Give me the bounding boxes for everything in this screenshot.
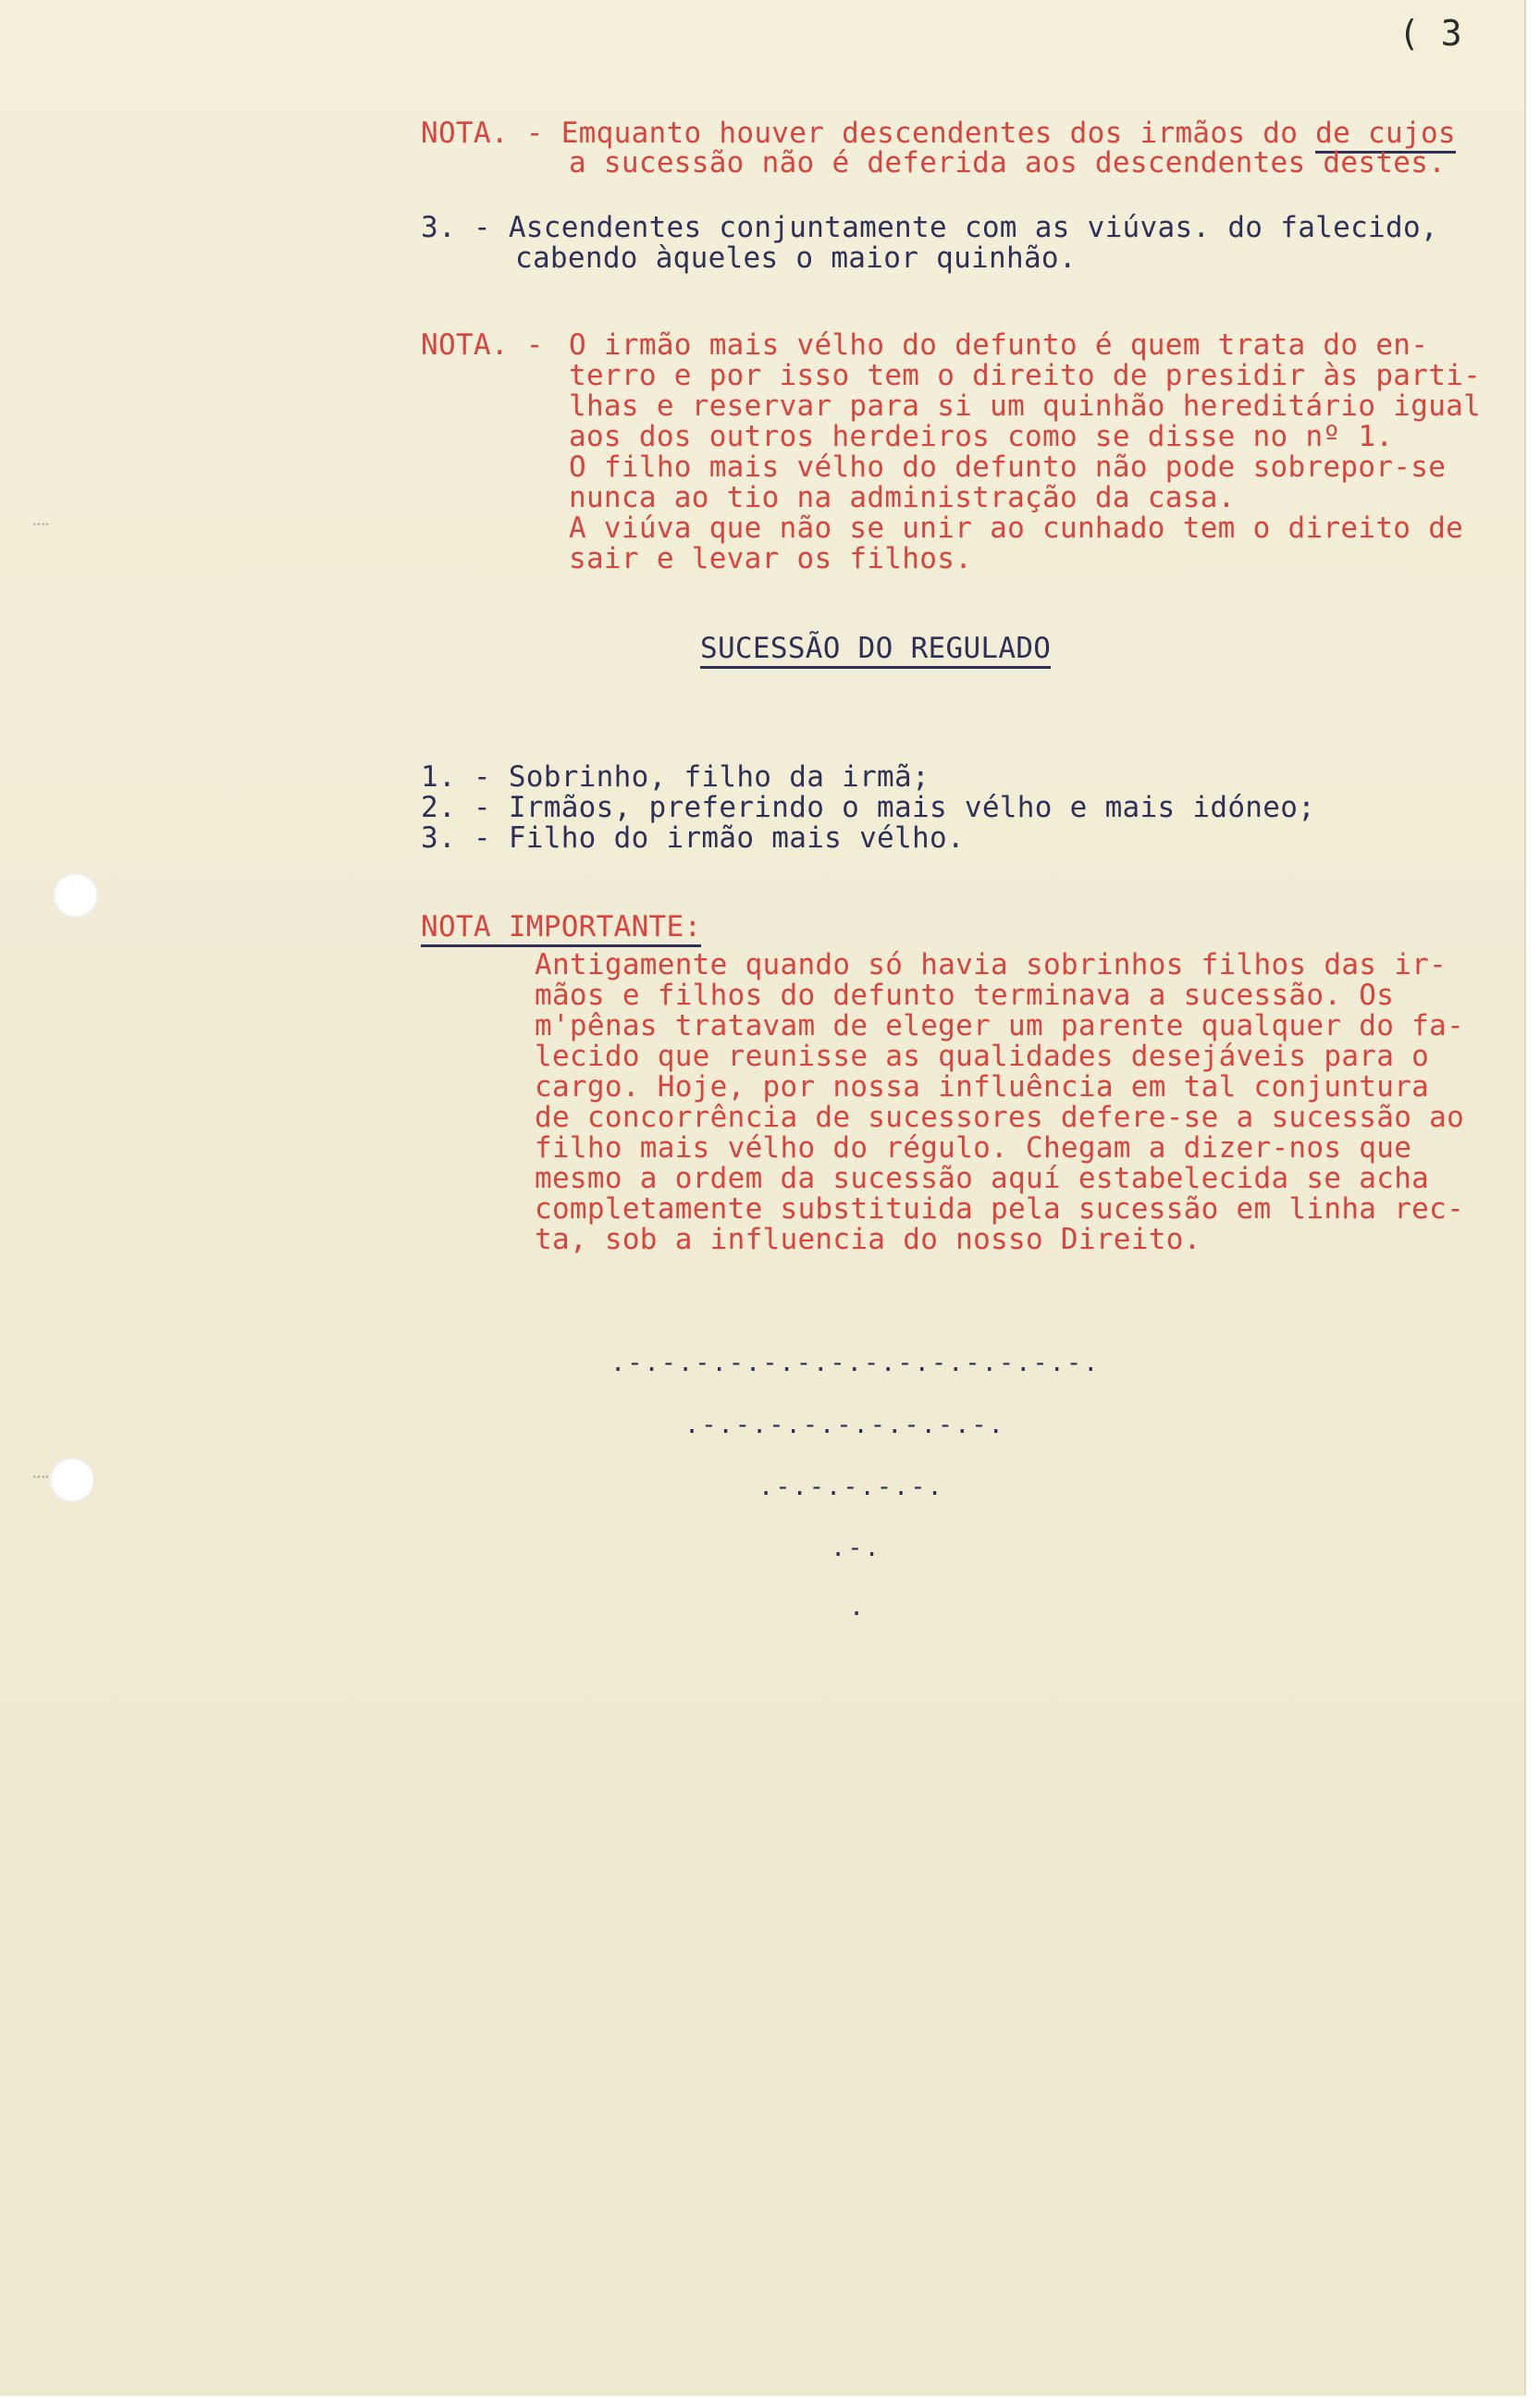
nota-2-line: aos dos outros herdeiros como se disse no nº 1. — [569, 420, 1394, 453]
nota-important-line: de concorrência de sucessores defere-se a sucessão ao — [535, 1101, 1465, 1134]
nota-important-line: m'pênas tratavam de eleger um parente qualquer do fa- — [535, 1009, 1465, 1042]
nota-2-line: nunca ao tio na administração da casa. — [569, 481, 1236, 514]
ornament-line: .-.-.-.-.-.-.-.-.-.-.-.-.-.-. — [610, 1349, 1101, 1377]
nota-2-label: NOTA. - — [421, 328, 561, 362]
section-heading-text: SUCESSÃO DO REGULADO — [700, 632, 1051, 669]
ornament-line: .-. — [831, 1534, 881, 1562]
nota-important-line: cargo. Hoje, por nossa influência em tal conjuntura — [535, 1070, 1430, 1104]
nota-important — [421, 912, 701, 943]
nota-important-line: mesmo a ordem da sucessão aquí estabelecida se acha — [535, 1162, 1430, 1195]
margin-pencil-mark: ⁞ — [28, 518, 51, 531]
punch-hole-top — [54, 873, 98, 918]
nota-important-line: completamente substituida pela sucessão em linha rec- — [535, 1192, 1465, 1226]
nota-2-line: O filho mais vélho do defunto não pode sobrepor-se — [569, 450, 1447, 484]
nota-2-line: A viúva que não se unir ao cunhado tem o direito de — [569, 512, 1464, 545]
margin-pencil-mark: ⁞ — [28, 1471, 51, 1484]
ornament-line: .-.-.-.-.-.-.-.-.-. — [684, 1411, 1005, 1439]
ornament-line: .-.-.-.-.-. — [758, 1473, 944, 1501]
nota-2-line: sair e levar os filhos. — [569, 542, 973, 575]
nota-2-line: terro e por isso tem o direito de presidir às parti- — [569, 359, 1482, 392]
succession-item: 3. - Filho do irmão mais vélho. — [421, 821, 965, 855]
page-number: ( 3 — [1398, 13, 1462, 54]
ornament-line: . — [849, 1593, 867, 1622]
nota-1-line2: a sucessão não é deferida aos descendentes destes. — [569, 146, 1447, 179]
item-3-number: 3. - — [421, 211, 509, 244]
nota-1-label: NOTA. - — [421, 117, 561, 150]
item-3 — [421, 213, 1438, 243]
nota-important-line: lecido que reunisse as qualidades desejáveis para o — [535, 1040, 1430, 1073]
nota-important-line: Antigamente quando só havia sobrinhos filhos das ir- — [535, 948, 1448, 981]
nota-2-line: lhas e reservar para si um quinhão hereditário igual — [569, 389, 1482, 423]
nota-important-label: NOTA IMPORTANTE: — [421, 910, 701, 947]
succession-item: 2. - Irmãos, preferindo o mais vélho e mais idóneo; — [421, 791, 1316, 824]
nota-important-line: ta, sob a influencia do nosso Direito. — [535, 1223, 1201, 1256]
nota-1-underlined-term: de cujos — [1315, 117, 1456, 154]
nota-important-line: mãos e filhos do defunto terminava a sucessão. Os — [535, 979, 1395, 1012]
nota-1 — [421, 118, 1456, 149]
nota-2-line: O irmão mais vélho do defunto é quem trata do en- — [569, 328, 1429, 362]
punch-hole-bottom — [50, 1458, 94, 1502]
item-3-line2: cabendo àqueles o maior quinhão. — [515, 241, 1077, 275]
succession-item: 1. - Sobrinho, filho da irmã; — [421, 760, 930, 794]
nota-important-line: filho mais vélho do régulo. Chegam a dizer-nos que — [535, 1131, 1412, 1165]
section-heading — [700, 634, 1051, 664]
nota-1-line1: Emquanto houver descendentes dos irmãos do — [561, 117, 1316, 150]
item-3-line1: Ascendentes conjuntamente com as viúvas. do falecido, — [508, 211, 1438, 244]
